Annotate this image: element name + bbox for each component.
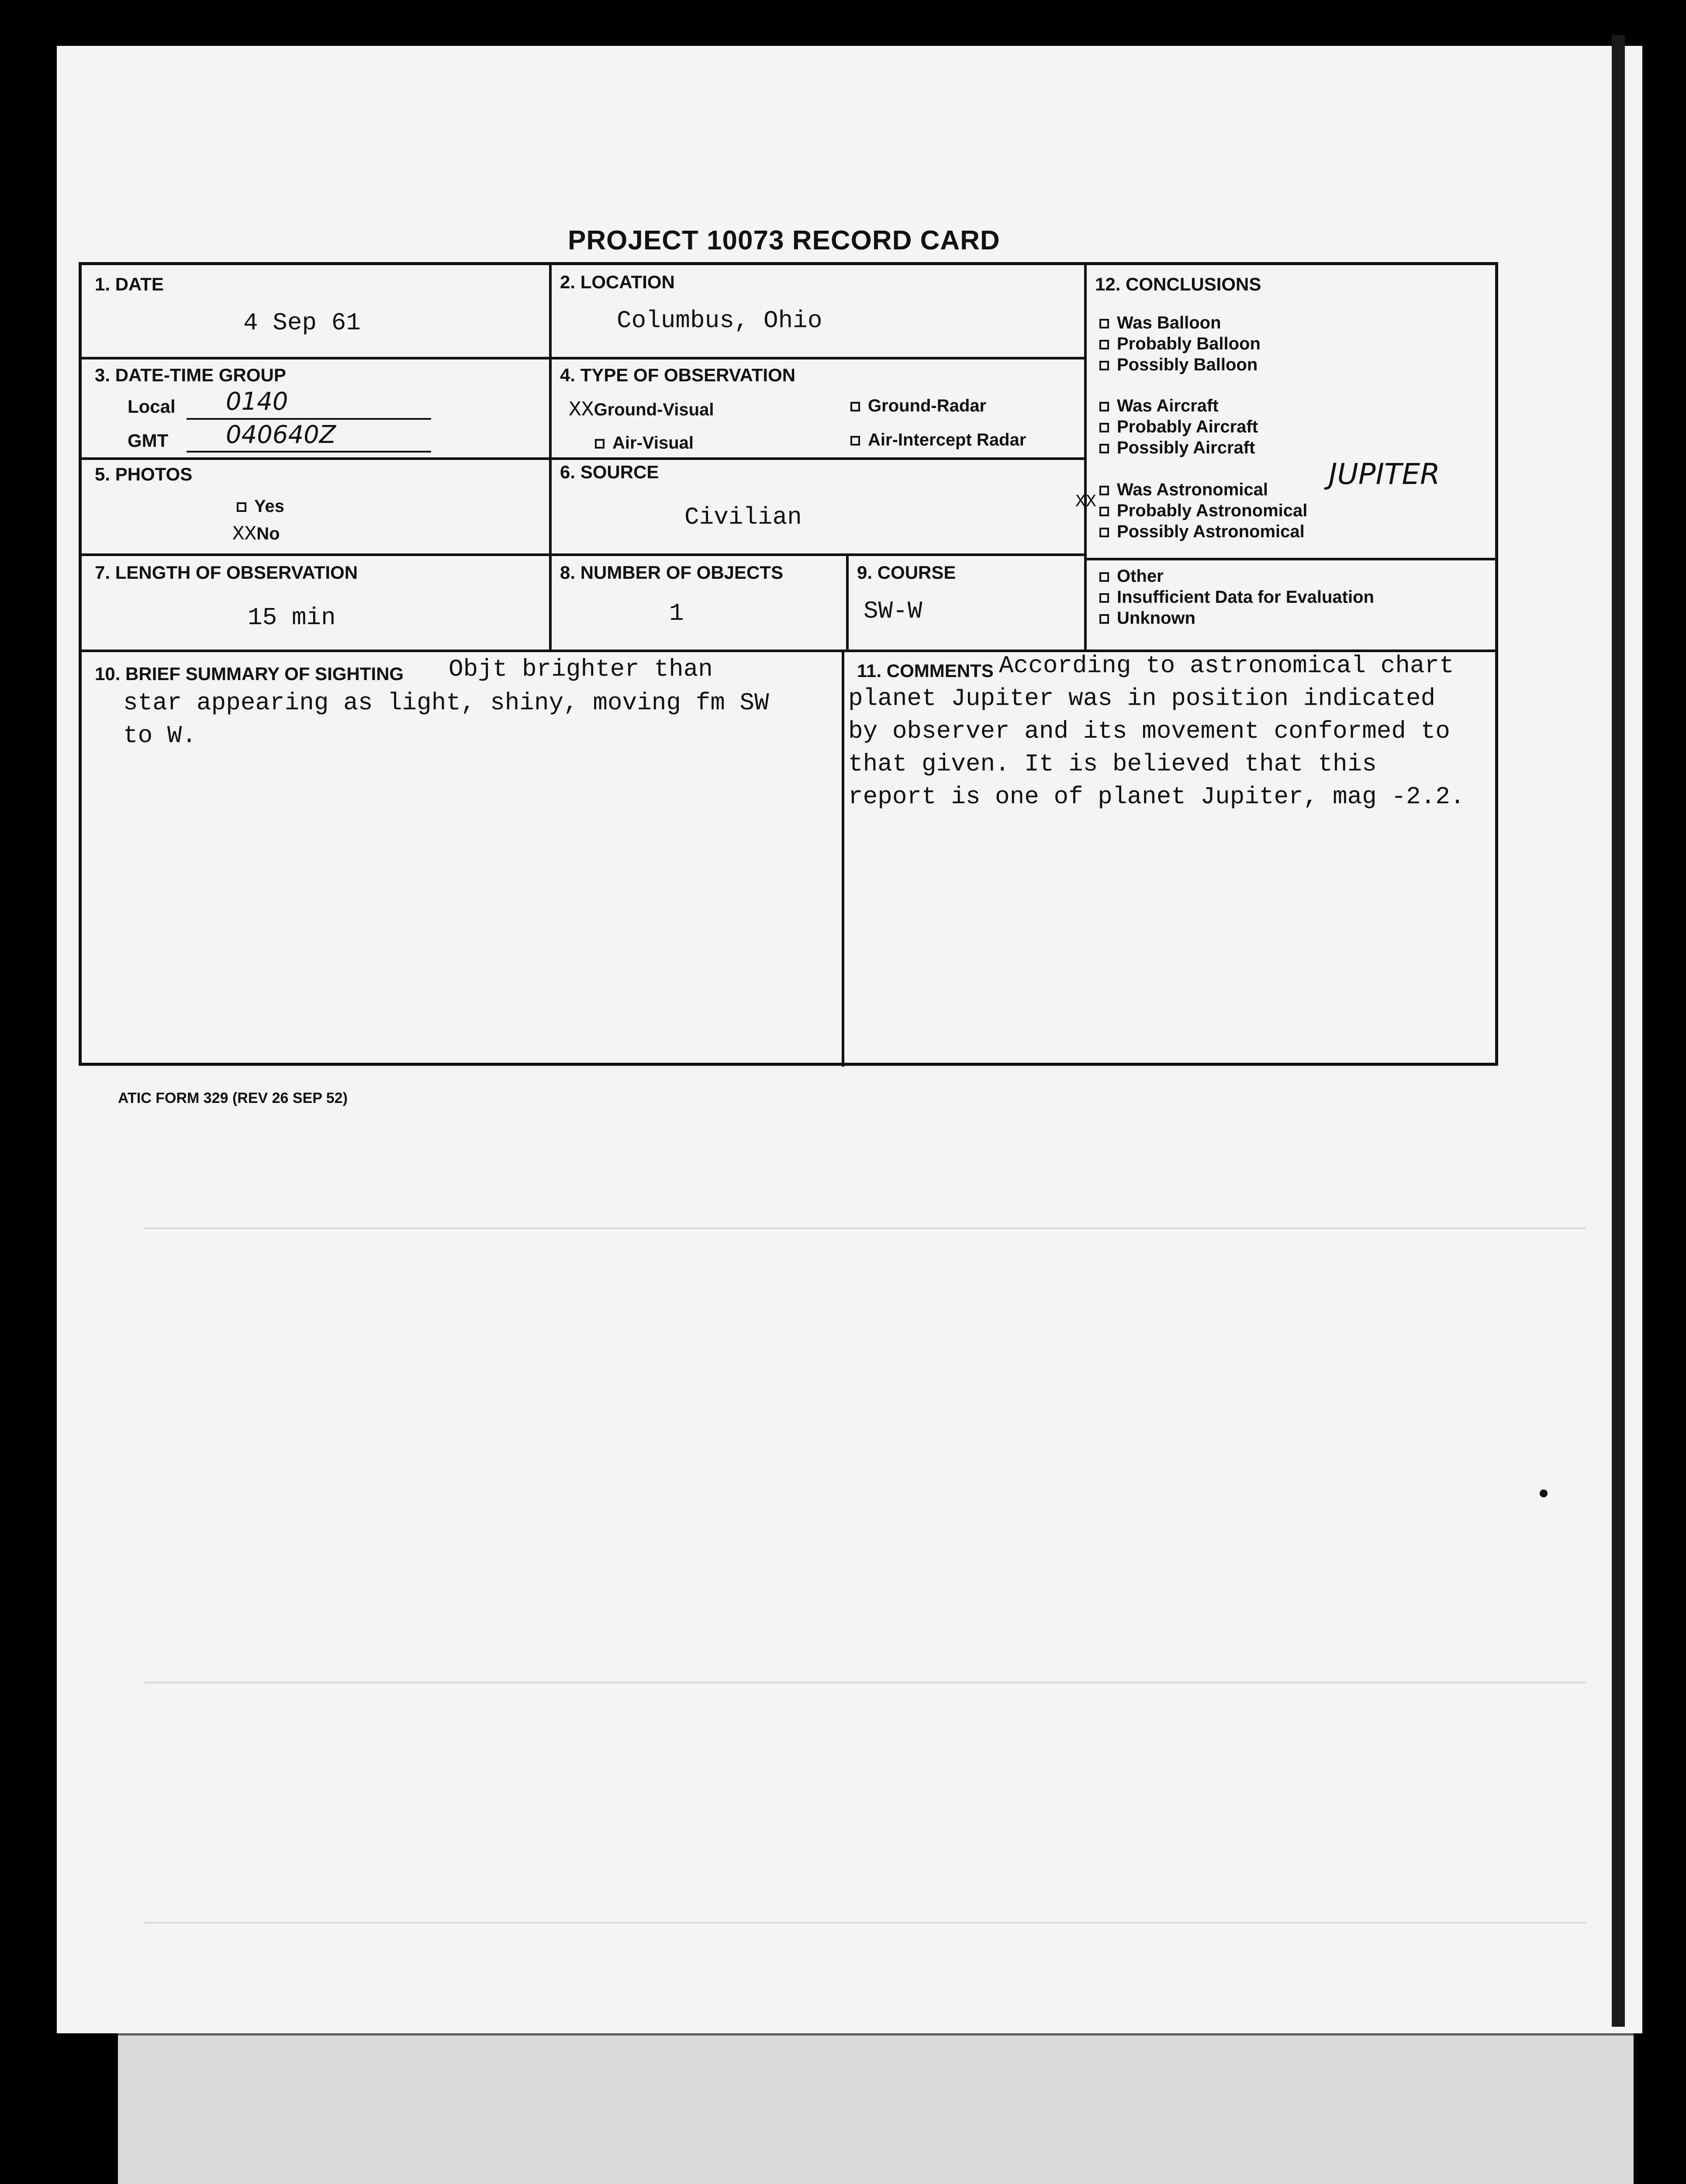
was-balloon-checkbox[interactable] [1099, 319, 1109, 328]
grid-line [846, 553, 849, 650]
comments-line-3: by observer and its movement conformed to [848, 717, 1450, 745]
photos-yes-checkbox[interactable] [237, 502, 246, 512]
ground-radar-label: Ground-Radar [868, 396, 987, 415]
ground-radar-checkbox[interactable] [850, 402, 860, 411]
comments-line-5: report is one of planet Jupiter, mag -2.2. [848, 783, 1465, 811]
conclusion-probably-astronomical[interactable] [1099, 501, 1307, 521]
observation-type-label: 4. TYPE OF OBSERVATION [560, 365, 796, 385]
air-intercept-radar-label: Air-Intercept Radar [868, 430, 1026, 449]
ground-radar-option[interactable] [850, 396, 986, 416]
length-value: 15 min [248, 604, 336, 632]
insufficient-data-label: Insufficient Data for Evaluation [1117, 587, 1374, 607]
summary-line-3: to W. [123, 722, 197, 750]
air-visual-label: Air-Visual [612, 433, 694, 453]
probably-aircraft-checkbox[interactable] [1099, 423, 1109, 432]
ink-dot [1540, 1489, 1548, 1497]
possibly-astronomical-label: Possibly Astronomical [1117, 522, 1305, 541]
location-value: Columbus, Ohio [617, 307, 822, 335]
conclusion-probably-balloon[interactable] [1099, 334, 1261, 354]
source-value: Civilian [684, 503, 802, 531]
possibly-balloon-label: Possibly Balloon [1117, 355, 1258, 374]
conclusion-other[interactable] [1099, 567, 1164, 586]
photos-yes-option[interactable] [237, 497, 284, 516]
conclusion-unknown[interactable] [1099, 608, 1195, 628]
air-intercept-radar-checkbox[interactable] [850, 436, 860, 446]
was-aircraft-checkbox[interactable] [1099, 402, 1109, 411]
was-astronomical-label: Was Astronomical [1117, 480, 1268, 499]
grid-line [1084, 558, 1497, 560]
conclusion-was-balloon[interactable] [1099, 313, 1221, 333]
form-footer: ATIC FORM 329 (REV 26 SEP 52) [118, 1090, 348, 1106]
comments-label: 11. COMMENTS [857, 660, 994, 681]
date-label: 1. DATE [95, 274, 164, 294]
probably-aircraft-label: Probably Aircraft [1117, 417, 1258, 436]
source-label: 6. SOURCE [560, 462, 659, 482]
handwritten-jupiter: JUPITER [1329, 457, 1440, 491]
air-visual-checkbox[interactable] [595, 439, 605, 449]
form-title: PROJECT 10073 RECORD CARD [568, 225, 1000, 256]
dtg-label: 3. DATE-TIME GROUP [95, 365, 286, 385]
probably-astronomical-label: Probably Astronomical [1117, 501, 1308, 520]
conclusion-insufficient-data[interactable] [1099, 587, 1374, 607]
grid-line [82, 553, 1084, 556]
conclusion-probably-aircraft[interactable] [1099, 417, 1258, 437]
photos-no-label: No [256, 524, 280, 543]
grid-line [842, 650, 844, 1067]
astronomical-mark: XX [1075, 492, 1097, 512]
gmt-label: GMT [128, 430, 169, 451]
photos-label: 5. PHOTOS [95, 464, 193, 484]
possibly-aircraft-label: Possibly Aircraft [1117, 438, 1255, 457]
paper-edge [1612, 35, 1625, 2027]
ghost-line [144, 1922, 1586, 1924]
photos-no-option[interactable] [232, 523, 280, 546]
other-label: Other [1117, 567, 1164, 586]
comments-line-4: that given. It is believed that this [848, 750, 1377, 778]
photos-no-mark: XX [232, 523, 257, 546]
num-objects-label: 8. NUMBER OF OBJECTS [560, 562, 784, 583]
record-card [79, 262, 1498, 1066]
local-value: 0140 [226, 387, 288, 416]
date-value: 4 Sep 61 [243, 309, 361, 337]
ground-visual-label: Ground-Visual [594, 400, 714, 419]
air-intercept-radar-option[interactable] [850, 430, 1026, 450]
num-objects-value: 1 [669, 599, 684, 627]
conclusion-was-aircraft[interactable] [1099, 396, 1219, 416]
ghost-line [144, 1227, 1586, 1229]
conclusion-possibly-balloon[interactable] [1099, 355, 1258, 375]
local-underline [187, 418, 431, 420]
comments-line-1: According to astronomical chart [999, 652, 1454, 680]
grid-line [1084, 265, 1087, 650]
bottom-strip [118, 2035, 1634, 2184]
possibly-astronomical-checkbox[interactable] [1099, 528, 1109, 537]
was-balloon-label: Was Balloon [1117, 313, 1221, 332]
gmt-value: 040640Z [226, 421, 336, 449]
possibly-balloon-checkbox[interactable] [1099, 361, 1109, 370]
conclusions-label: 12. CONCLUSIONS [1095, 274, 1261, 294]
grid-line [82, 457, 1084, 460]
unknown-label: Unknown [1117, 608, 1195, 628]
probably-balloon-label: Probably Balloon [1117, 334, 1261, 353]
conclusion-possibly-aircraft[interactable] [1099, 438, 1255, 458]
grid-line [82, 357, 1084, 359]
summary-line-2: star appearing as light, shiny, moving fm SW [123, 689, 769, 717]
possibly-aircraft-checkbox[interactable] [1099, 444, 1109, 453]
gmt-underline [187, 451, 431, 453]
ghost-line [144, 1682, 1586, 1683]
summary-label: 10. BRIEF SUMMARY OF SIGHTING [95, 663, 404, 684]
conclusion-possibly-astronomical[interactable] [1099, 522, 1305, 542]
local-label: Local [128, 396, 176, 417]
conclusion-was-astronomical[interactable] [1099, 480, 1268, 500]
summary-line-1: Objt brighter than [449, 655, 713, 683]
was-astronomical-checkbox[interactable] [1099, 486, 1109, 495]
length-label: 7. LENGTH OF OBSERVATION [95, 562, 358, 583]
ground-visual-option[interactable] [569, 398, 714, 422]
ground-visual-mark: XX [569, 398, 594, 422]
photos-yes-label: Yes [254, 497, 284, 516]
other-checkbox[interactable] [1099, 572, 1109, 582]
probably-balloon-checkbox[interactable] [1099, 340, 1109, 349]
location-label: 2. LOCATION [560, 272, 675, 292]
course-label: 9. COURSE [857, 562, 956, 583]
was-aircraft-label: Was Aircraft [1117, 396, 1219, 415]
comments-line-2: planet Jupiter was in position indicated [848, 684, 1436, 712]
probably-astronomical-checkbox[interactable] [1099, 507, 1109, 516]
insufficient-data-checkbox[interactable] [1099, 593, 1109, 603]
air-visual-option[interactable] [595, 433, 694, 453]
unknown-checkbox[interactable] [1099, 614, 1109, 624]
course-value: SW-W [864, 597, 922, 625]
